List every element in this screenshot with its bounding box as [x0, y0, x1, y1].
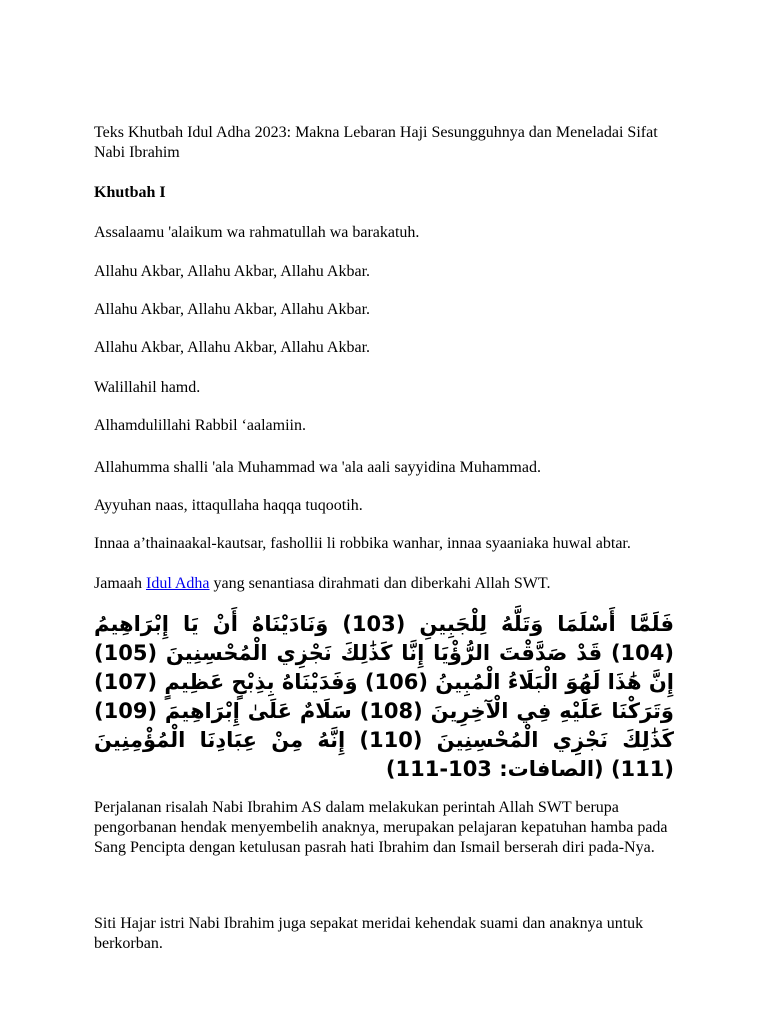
document-page: [94, 123, 674, 954]
section-heading: Khutbah I: [94, 184, 166, 201]
idul-adha-link[interactable]: Idul Adha: [145, 575, 210, 592]
alhamdulillah-paragraph: Alhamdulillahi Rabbil ‘aalamiin.: [94, 417, 306, 434]
jamaah-text-before: Jamaah: [94, 575, 146, 592]
walillahil-paragraph: Walillahil hamd.: [94, 379, 201, 396]
perjalanan-paragraph: Perjalanan risalah Nabi Ibrahim AS dalam melakukan perintah Allah SWT berupa pengorbanan hendak menyembelih anaknya, merupakan pelajaran kepatuhan hamba pada Sang Pencipta dengan ketulusan pasrah hati Ibrahim dan Ismail berserah diri pada-Nya.: [94, 799, 668, 856]
siti-hajar-paragraph: Siti Hajar istri Nabi Ibrahim juga sepakat meridai kehendak suami dan anaknya untuk berkorban.: [94, 915, 644, 952]
takbir-paragraph: Allahu Akbar, Allahu Akbar, Allahu Akbar.: [94, 339, 371, 356]
jamaah-text-after: yang senantiasa dirahmati dan diberkahi Allah SWT.: [209, 575, 551, 592]
greeting-paragraph: Assalaamu 'alaikum wa rahmatullah wa barakatuh.: [94, 224, 420, 241]
takbir-paragraph: Allahu Akbar, Allahu Akbar, Allahu Akbar.: [94, 263, 371, 280]
arabic-verse: فَلَمَّا أَسْلَمَا وَتَلَّهُ لِلْجَبِينِ (103) وَنَادَيْنَاهُ أَنْ يَا إِبْرَاهِيمُ (104) قَدْ صَدَّقْتَ الرُّؤْيَا إِنَّا كَذَٰلِكَ نَجْزِي الْمُحْسِنِينَ (105) إِنَّ هَٰذَا لَهُوَ الْبَلَاءُ الْمُبِينُ (106) وَفَدَيْنَاهُ بِذِبْحٍ عَظِيمٍ (107) وَتَرَكْنَا عَلَيْهِ فِي الْآخِرِينَ (108) سَلَامٌ عَلَىٰ إِبْرَاهِيمَ (109) كَذَٰلِكَ نَجْزِي الْمُحْسِنِينَ (110) إِنَّهُ مِنْ عِبَادِنَا الْمُؤْمِنِينَ (111) (الصافات: 103-111): [94, 612, 674, 781]
shalawat-paragraph: Allahumma shalli 'ala Muhammad wa 'ala aali sayyidina Muhammad.: [94, 459, 541, 476]
ayyuhan-paragraph: Ayyuhan naas, ittaqullaha haqqa tuqootih.: [94, 497, 363, 514]
kautsar-paragraph: Innaa a’thainaakal-kautsar, fashollii li robbika wanhar, innaa syaaniaka huwal abtar.: [94, 535, 631, 552]
jamaah-paragraph: [94, 574, 674, 594]
takbir-paragraph: Allahu Akbar, Allahu Akbar, Allahu Akbar.: [94, 301, 371, 318]
document-title: Teks Khutbah Idul Adha 2023: Makna Lebaran Haji Sesungguhnya dan Meneladai Sifat Nabi Ibrahim: [94, 124, 658, 161]
